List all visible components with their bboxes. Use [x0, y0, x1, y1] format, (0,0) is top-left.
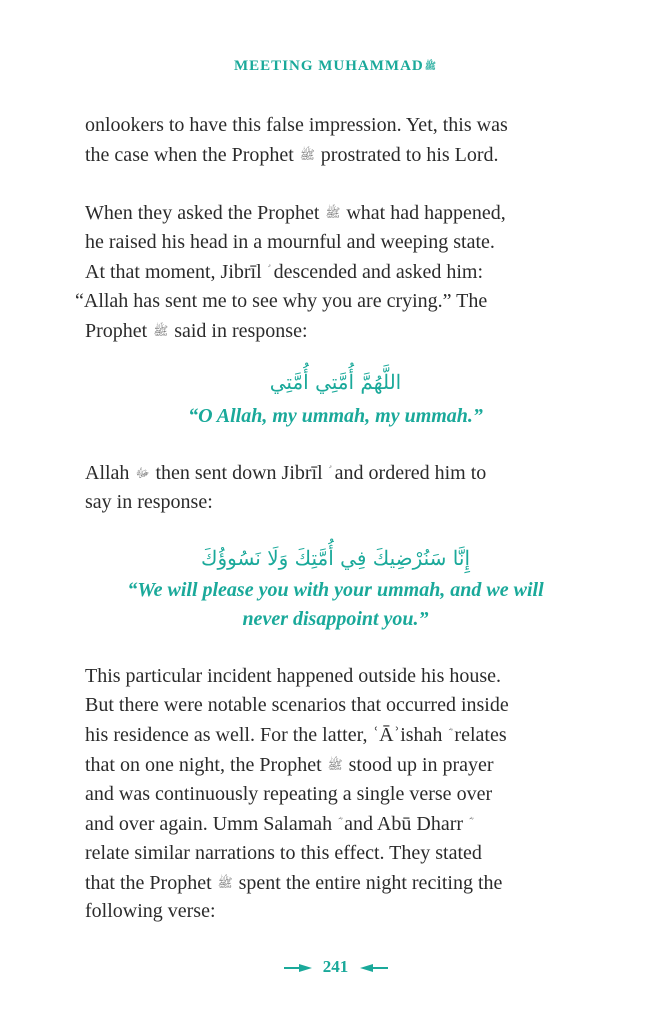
english-quote-1: “O Allah, my ummah, my ummah.”	[188, 405, 483, 427]
line: But there were notable scenarios that occurred inside	[85, 694, 509, 716]
honorific-icon: ﷻ	[135, 465, 150, 480]
line: and over again. Umm Salamah and Abū Dharr	[85, 812, 464, 835]
line: onlookers to have this false impression. Yet, this was	[85, 114, 508, 136]
line: “Allah has sent me to see why you are crying.” The	[75, 289, 488, 312]
line: that the Prophet ﷺ spent the entire night reciting the	[85, 868, 575, 898]
page-number: 241	[322, 957, 349, 976]
line: that on one night, the Prophet ﷺ stood up in prayer	[85, 750, 575, 780]
ornament-right-icon	[359, 963, 389, 973]
paragraph-3	[85, 458, 575, 517]
line: his residence as well. For the latter, ʿĀʾishah relates	[85, 723, 507, 746]
english-quote-2	[60, 576, 611, 634]
honorific-icon: ﷺ	[217, 874, 233, 890]
line: Allah ﷻ then sent down Jibrīl and ordered him to	[85, 458, 575, 488]
line: never disappoint you.”	[242, 608, 429, 630]
page-footer	[0, 957, 671, 977]
line: At that moment, Jibrīl descended and asked him:	[85, 260, 484, 283]
honorific-icon: ﷺ	[299, 147, 315, 162]
line: he raised his head in a mournful and weeping state.	[85, 230, 495, 253]
line: relate similar narrations to this effect. They stated	[85, 841, 482, 864]
line: following verse:	[85, 900, 216, 923]
paragraph-4	[85, 662, 575, 926]
ornament-left-icon	[283, 963, 313, 973]
line: This particular incident happened outside his house.	[85, 665, 502, 687]
running-title: MEETING MUHAMMAD	[234, 58, 424, 74]
honorific-icon: ﷺ	[327, 756, 343, 772]
paragraph-2	[75, 198, 575, 346]
line: Prophet ﷺ said in response:	[85, 316, 575, 346]
paragraph-1	[85, 111, 575, 170]
line: “We will please you with your ummah, and we will	[127, 579, 544, 601]
honorific-icon: ﷺ	[153, 322, 169, 338]
line: When they asked the Prophet ﷺ what had happened,	[85, 198, 575, 228]
honorific-icon: ﷺ	[325, 205, 341, 220]
running-header	[0, 58, 671, 75]
arabic-quote-2: إِنَّا سَنُرْضِيكَ فِي أُمَّتِكَ وَلَا نَسُوؤُكَ	[200, 546, 471, 570]
arabic-quote-1: اللَّهُمَّ أُمَّتِي أُمَّتِي	[269, 370, 402, 394]
line: the case when the Prophet ﷺ prostrated to his Lord.	[85, 140, 575, 170]
line: say in response:	[85, 490, 213, 513]
line: and was continuously repeating a single verse over	[85, 782, 493, 805]
honorific-icon: ﷺ	[424, 60, 436, 72]
